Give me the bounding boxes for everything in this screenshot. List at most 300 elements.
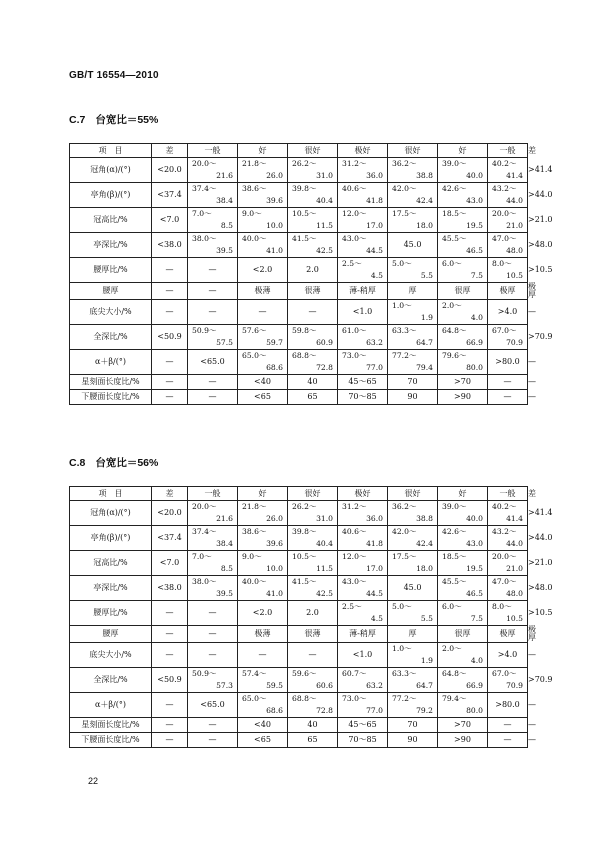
- table-cell: [438, 325, 488, 350]
- row-label: 冠高比/%: [70, 551, 152, 576]
- range-end: 63.2: [366, 338, 383, 347]
- row-label: 亭深比/%: [70, 233, 152, 258]
- range-start: 1.0～: [392, 301, 412, 311]
- table-cell: 厚: [388, 283, 438, 300]
- table-cell: [238, 501, 288, 526]
- table-cell: [188, 576, 238, 601]
- table-cell: [438, 258, 488, 283]
- range-end: 72.8: [316, 706, 333, 715]
- table-cell: —: [188, 718, 238, 733]
- table-cell: [438, 350, 488, 375]
- range-start: 20.0～: [492, 552, 517, 562]
- table-cell: —: [152, 283, 188, 300]
- table-cell: [238, 325, 288, 350]
- range-start: 9.0～: [242, 552, 262, 562]
- range-start: 38.6～: [242, 184, 267, 194]
- table-cell: [338, 526, 388, 551]
- range-end: 38.8: [416, 171, 433, 180]
- range-start: 59.8～: [292, 326, 317, 336]
- table-row: 冠角(α)/(°) <20.0 20.0～ 21.6 21.8～ 26.0 26.2～ 31.0 31.2～ 36.0 36.2～ 38.8 39.0～ 40.0 40.2～ 41.4 >41.4: [70, 501, 528, 526]
- table-cell: [188, 158, 238, 183]
- range-start: 40.2～: [492, 502, 517, 512]
- table-cell: 70: [388, 375, 438, 390]
- table-cell: [288, 208, 338, 233]
- table-cell: [238, 576, 288, 601]
- range-end: 38.8: [416, 514, 433, 523]
- table-cell: [388, 325, 438, 350]
- row-label: 冠高比/%: [70, 208, 152, 233]
- range-end: 80.0: [466, 363, 483, 372]
- range-end: 19.5: [466, 564, 483, 573]
- row-label: 底尖大小/%: [70, 643, 152, 668]
- range-start: 20.0～: [492, 209, 517, 219]
- range-end: 48.0: [506, 589, 523, 598]
- range-start: 40.0～: [242, 234, 267, 244]
- range-start: 40.0～: [242, 577, 267, 587]
- table-cell: [388, 643, 438, 668]
- range-end: 79.4: [416, 363, 433, 372]
- table-cell: —: [152, 375, 188, 390]
- table-cell: [388, 350, 438, 375]
- table-row: 亭深比/% <38.0 38.0～ 39.5 40.0～ 41.0 41.5～ 42.5 43.0～ 44.5 45.0 45.5～ 46.5 47.0～ 48.0 >48.0: [70, 233, 528, 258]
- table-cell: [288, 526, 338, 551]
- range-end: 70.9: [506, 338, 523, 347]
- table-cell: [338, 668, 388, 693]
- range-start: 40.6～: [342, 527, 367, 537]
- table-cell: —: [188, 258, 238, 283]
- range-start: 2.0～: [442, 301, 462, 311]
- range-end: 4.0: [470, 656, 483, 665]
- table-cell: [338, 601, 388, 626]
- range-start: 26.2～: [292, 502, 317, 512]
- table-cell: [488, 526, 528, 551]
- table-cell: 90: [388, 733, 438, 748]
- table-row: 腰厚比/% — — <2.0 2.0 2.5～ 4.5 5.0～ 5.5 6.0～ 7.5 8.0～ 10.5 >10.5: [70, 601, 528, 626]
- row-label: 全深比/%: [70, 668, 152, 693]
- table-cell: 45.0: [388, 576, 438, 601]
- range-start: 61.0～: [342, 326, 367, 336]
- table-cell: [288, 233, 338, 258]
- table-cell: <65.0: [188, 693, 238, 718]
- column-header: 好: [438, 144, 488, 158]
- range-start: 20.0～: [192, 502, 217, 512]
- table-cell: [488, 233, 528, 258]
- range-start: 39.8～: [292, 184, 317, 194]
- table-row: 腰厚 — — 极薄 很薄 薄-稍厚 厚 很厚 极厚 极厚: [70, 283, 528, 300]
- section-heading-c8: [69, 455, 158, 470]
- table-cell: <38.0: [152, 233, 188, 258]
- range-end: 7.5: [470, 614, 483, 623]
- range-end: 21.6: [216, 171, 233, 180]
- table-cell: —: [288, 643, 338, 668]
- range-start: 42.6～: [442, 184, 467, 194]
- table-cell: 2.0: [288, 258, 338, 283]
- range-start: 40.6～: [342, 184, 367, 194]
- range-start: 65.0～: [242, 694, 267, 704]
- range-start: 43.0～: [342, 234, 367, 244]
- table-row: α＋β/(°) — <65.0 65.0～ 68.6 68.8～ 72.8 73.0～ 77.0 77.2～ 79.4 79.6～ 80.0 >80.0 —: [70, 350, 528, 375]
- row-label: 腰厚比/%: [70, 601, 152, 626]
- table-cell: —: [152, 350, 188, 375]
- range-start: 7.0～: [192, 209, 212, 219]
- range-end: 72.8: [316, 363, 333, 372]
- table-cell: 极厚: [488, 283, 528, 300]
- range-start: 79.4～: [442, 694, 467, 704]
- range-start: 50.9～: [192, 326, 217, 336]
- table-cell: [388, 158, 438, 183]
- range-start: 31.2～: [342, 502, 367, 512]
- table-cell: —: [188, 643, 238, 668]
- table-cell: <37.4: [152, 183, 188, 208]
- table-row: α＋β/(°) — <65.0 65.0～ 68.6 68.8～ 72.8 73.0～ 77.0 77.2～ 79.2 79.4～ 80.0 >80.0 —: [70, 693, 528, 718]
- table-cell: —: [152, 643, 188, 668]
- table-cell: <1.0: [338, 643, 388, 668]
- range-end: 44.5: [366, 589, 383, 598]
- table-cell: [388, 183, 438, 208]
- table-cell: [438, 576, 488, 601]
- table-cell: [488, 501, 528, 526]
- range-start: 47.0～: [492, 577, 517, 587]
- range-start: 43.2～: [492, 184, 517, 194]
- table-cell: [488, 576, 528, 601]
- table-cell: 70: [388, 718, 438, 733]
- table-cell: —: [152, 601, 188, 626]
- table-cell: —: [152, 733, 188, 748]
- range-start: 12.0～: [342, 209, 367, 219]
- table-cell: 45～65: [338, 375, 388, 390]
- range-end: 42.5: [316, 589, 333, 598]
- table-cell: 薄-稍厚: [338, 626, 388, 643]
- table-cell: [288, 576, 338, 601]
- range-end: 5.5: [420, 271, 433, 280]
- range-end: 39.5: [216, 589, 233, 598]
- table-row: 亭角(β)/(°) <37.4 37.4～ 38.4 38.6～ 39.6 39.8～ 40.4 40.6～ 41.8 42.0～ 42.4 42.6～ 43.0 43.2～ 44.0 >44.0: [70, 183, 528, 208]
- page-number: 22: [88, 776, 99, 786]
- column-header: 差: [152, 144, 188, 158]
- range-start: 37.4～: [192, 184, 217, 194]
- table-cell: —: [488, 733, 528, 748]
- range-start: 17.5～: [392, 209, 417, 219]
- table-cell: [488, 668, 528, 693]
- range-end: 36.0: [366, 171, 383, 180]
- table-cell: [438, 183, 488, 208]
- range-start: 42.0～: [392, 527, 417, 537]
- range-end: 46.5: [466, 246, 483, 255]
- table-cell: 45.0: [388, 233, 438, 258]
- row-label: 腰厚: [70, 626, 152, 643]
- table-cell: —: [152, 718, 188, 733]
- range-end: 63.2: [366, 681, 383, 690]
- range-end: 60.9: [316, 338, 333, 347]
- table-cell: 2.0: [288, 601, 338, 626]
- table-cell: 薄-稍厚: [338, 283, 388, 300]
- range-end: 44.0: [506, 539, 523, 548]
- range-end: 42.5: [316, 246, 333, 255]
- table-row: 冠高比/% <7.0 7.0～ 8.5 9.0～ 10.0 10.5～ 11.5 12.0～ 17.0 17.5～ 18.0 18.5～ 19.5 20.0～ 21.0 >21.0: [70, 208, 528, 233]
- range-end: 68.6: [266, 706, 283, 715]
- table-cell: [488, 325, 528, 350]
- table-cell: [338, 208, 388, 233]
- table-row: 星刻面长度比/% — — <40 40 45～65 70 >70 — —: [70, 718, 528, 733]
- range-start: 39.8～: [292, 527, 317, 537]
- table-cell: [338, 233, 388, 258]
- table-cell: >4.0: [488, 643, 528, 668]
- range-end: 17.0: [366, 221, 383, 230]
- range-start: 64.8～: [442, 326, 467, 336]
- table-cell: [288, 325, 338, 350]
- table-cell: [238, 526, 288, 551]
- range-start: 79.6～: [442, 351, 467, 361]
- table-cell: [438, 551, 488, 576]
- table-cell: <20.0: [152, 158, 188, 183]
- table-cell: —: [152, 300, 188, 325]
- table-row: 亭角(β)/(°) <37.4 37.4～ 38.4 38.6～ 39.6 39.8～ 40.4 40.6～ 41.8 42.0～ 42.4 42.6～ 43.0 43.2～ 44.0 >44.0: [70, 526, 528, 551]
- range-end: 41.4: [506, 171, 523, 180]
- range-start: 45.5～: [442, 577, 467, 587]
- table-cell: —: [152, 626, 188, 643]
- table-cell: <38.0: [152, 576, 188, 601]
- table-row: 冠高比/% <7.0 7.0～ 8.5 9.0～ 10.0 10.5～ 11.5 12.0～ 17.0 17.5～ 18.0 18.5～ 19.5 20.0～ 21.0 >21.0: [70, 551, 528, 576]
- table-cell: —: [188, 626, 238, 643]
- table-cell: —: [488, 390, 528, 405]
- range-start: 41.5～: [292, 234, 317, 244]
- range-start: 63.3～: [392, 669, 417, 679]
- range-end: 44.0: [506, 196, 523, 205]
- table-cell: [288, 183, 338, 208]
- column-header: 很好: [388, 144, 438, 158]
- table-cell: 很薄: [288, 626, 338, 643]
- table-row: 底尖大小/% — — — — <1.0 1.0～ 1.9 2.0～ 4.0 >4.0 —: [70, 300, 528, 325]
- range-end: 4.0: [470, 313, 483, 322]
- table-cell: [288, 551, 338, 576]
- range-end: 40.0: [466, 514, 483, 523]
- range-end: 41.0: [266, 589, 283, 598]
- table-cell: [438, 526, 488, 551]
- range-start: 1.0～: [392, 644, 412, 654]
- table-row: 底尖大小/% — — — — <1.0 1.0～ 1.9 2.0～ 4.0 >4.0 —: [70, 643, 528, 668]
- table-cell: [388, 668, 438, 693]
- table-cell: <40: [238, 718, 288, 733]
- range-start: 21.8～: [242, 502, 267, 512]
- range-start: 64.8～: [442, 669, 467, 679]
- range-end: 64.7: [416, 681, 433, 690]
- range-end: 44.5: [366, 246, 383, 255]
- range-start: 18.5～: [442, 552, 467, 562]
- range-end: 38.4: [216, 539, 233, 548]
- table-cell: [188, 668, 238, 693]
- range-start: 10.5～: [292, 209, 317, 219]
- table-cell: <65.0: [188, 350, 238, 375]
- table-cell: [438, 643, 488, 668]
- range-end: 42.4: [416, 196, 433, 205]
- row-label: α＋β/(°): [70, 693, 152, 718]
- table-cell: [188, 233, 238, 258]
- range-start: 9.0～: [242, 209, 262, 219]
- table-cell: —: [152, 390, 188, 405]
- table-cell: 70～85: [338, 733, 388, 748]
- range-start: 39.0～: [442, 159, 467, 169]
- table-cell: [488, 601, 528, 626]
- table-cell: —: [188, 283, 238, 300]
- range-start: 57.4～: [242, 669, 267, 679]
- table-cell: [288, 501, 338, 526]
- table-cell: —: [288, 300, 338, 325]
- range-end: 70.9: [506, 681, 523, 690]
- table-cell: [238, 350, 288, 375]
- table-cell: —: [188, 390, 238, 405]
- range-end: 8.5: [220, 564, 233, 573]
- range-start: 2.5～: [342, 259, 362, 269]
- column-header: 很好: [388, 487, 438, 501]
- table-cell: [388, 501, 438, 526]
- range-end: 43.0: [466, 196, 483, 205]
- table-row: 下腰面长度比/% — — <65 65 70～85 90 >90 — —: [70, 390, 528, 405]
- table-cell: [188, 325, 238, 350]
- range-end: 18.0: [416, 564, 433, 573]
- table-cell: [238, 233, 288, 258]
- table-cell: —: [488, 375, 528, 390]
- range-end: 42.4: [416, 539, 433, 548]
- range-end: 40.4: [316, 196, 333, 205]
- column-header: 好: [438, 487, 488, 501]
- table-cell: [338, 576, 388, 601]
- range-start: 45.5～: [442, 234, 467, 244]
- range-start: 8.0～: [492, 602, 512, 612]
- table-cell: —: [188, 733, 238, 748]
- table-cell: [188, 208, 238, 233]
- range-end: 40.0: [466, 171, 483, 180]
- table-cell: [238, 208, 288, 233]
- range-end: 21.0: [506, 221, 523, 230]
- table-row: 下腰面长度比/% — — <65 65 70～85 90 >90 — —: [70, 733, 528, 748]
- range-end: 8.5: [220, 221, 233, 230]
- table-cell: <65: [238, 733, 288, 748]
- table-cell: 厚: [388, 626, 438, 643]
- table-cell: —: [188, 601, 238, 626]
- range-end: 66.9: [466, 338, 483, 347]
- table-cell: [188, 501, 238, 526]
- range-start: 43.2～: [492, 527, 517, 537]
- table-cell: [438, 668, 488, 693]
- range-start: 47.0～: [492, 234, 517, 244]
- table-cell: 极厚: [488, 626, 528, 643]
- range-start: 68.8～: [292, 694, 317, 704]
- table-cell: 65: [288, 733, 338, 748]
- range-end: 80.0: [466, 706, 483, 715]
- column-header: 极好: [338, 487, 388, 501]
- table-cell: 65: [288, 390, 338, 405]
- table-cell: >90: [438, 390, 488, 405]
- range-start: 59.6～: [292, 669, 317, 679]
- range-start: 6.0～: [442, 602, 462, 612]
- table-cell: [188, 526, 238, 551]
- range-start: 73.0～: [342, 694, 367, 704]
- table-row: 冠角(α)/(°) <20.0 20.0～ 21.6 21.8～ 26.0 26.2～ 31.0 31.2～ 36.0 36.2～ 38.8 39.0～ 40.0 40.2～ 41.4 >41.4: [70, 158, 528, 183]
- table-cell: 70～85: [338, 390, 388, 405]
- range-start: 41.5～: [292, 577, 317, 587]
- column-header: 一般: [188, 487, 238, 501]
- table-cell: [238, 551, 288, 576]
- table-cell: [288, 693, 338, 718]
- range-end: 10.0: [266, 564, 283, 573]
- table-cell: [438, 208, 488, 233]
- table-cell: >70: [438, 375, 488, 390]
- range-start: 65.0～: [242, 351, 267, 361]
- table-cell: [488, 158, 528, 183]
- column-header: 极好: [338, 144, 388, 158]
- table-cell: [238, 693, 288, 718]
- table-cell: <50.9: [152, 325, 188, 350]
- range-start: 2.0～: [442, 644, 462, 654]
- table-cell: [438, 693, 488, 718]
- table-cell: [388, 258, 438, 283]
- section-title: 台宽比＝55%: [95, 114, 159, 126]
- table-cell: [388, 300, 438, 325]
- range-end: 26.0: [266, 171, 283, 180]
- row-label: 冠角(α)/(°): [70, 158, 152, 183]
- range-end: 59.7: [266, 338, 283, 347]
- table-cell: [338, 183, 388, 208]
- range-end: 46.5: [466, 589, 483, 598]
- column-header: 一般: [488, 144, 528, 158]
- range-end: 77.0: [366, 706, 383, 715]
- row-label: α＋β/(°): [70, 350, 152, 375]
- range-start: 77.2～: [392, 351, 417, 361]
- column-header: 好: [238, 144, 288, 158]
- range-end: 77.0: [366, 363, 383, 372]
- range-start: 40.2～: [492, 159, 517, 169]
- range-end: 1.9: [420, 656, 433, 665]
- table-cell: [338, 325, 388, 350]
- range-end: 64.7: [416, 338, 433, 347]
- range-start: 17.5～: [392, 552, 417, 562]
- table-cell: [238, 183, 288, 208]
- range-start: 67.0～: [492, 669, 517, 679]
- table-cell: 40: [288, 375, 338, 390]
- row-label: 下腰面长度比/%: [70, 733, 152, 748]
- table-cell: 很厚: [438, 626, 488, 643]
- table-cell: <7.0: [152, 551, 188, 576]
- range-end: 41.8: [366, 539, 383, 548]
- section-number: C.8: [69, 457, 86, 469]
- table-cell: —: [152, 693, 188, 718]
- table-cell: [488, 208, 528, 233]
- table-cell: —: [188, 375, 238, 390]
- range-end: 31.0: [316, 514, 333, 523]
- column-header: 项 目: [70, 144, 152, 158]
- table-cell: [438, 300, 488, 325]
- range-start: 36.2～: [392, 159, 417, 169]
- table-cell: [488, 551, 528, 576]
- row-label: 底尖大小/%: [70, 300, 152, 325]
- range-start: 18.5～: [442, 209, 467, 219]
- range-end: 36.0: [366, 514, 383, 523]
- range-end: 39.6: [266, 196, 283, 205]
- grading-table-c8: [69, 486, 553, 748]
- row-label: 星刻面长度比/%: [70, 375, 152, 390]
- table-row: 腰厚 — — 极薄 很薄 薄-稍厚 厚 很厚 极厚 极厚: [70, 626, 528, 643]
- range-end: 68.6: [266, 363, 283, 372]
- range-end: 40.4: [316, 539, 333, 548]
- row-label: 腰厚: [70, 283, 152, 300]
- table-cell: 45～65: [338, 718, 388, 733]
- range-start: 20.0～: [192, 159, 217, 169]
- table-cell: [238, 668, 288, 693]
- range-end: 41.0: [266, 246, 283, 255]
- table-cell: [488, 183, 528, 208]
- range-end: 59.5: [266, 681, 283, 690]
- range-end: 1.9: [420, 313, 433, 322]
